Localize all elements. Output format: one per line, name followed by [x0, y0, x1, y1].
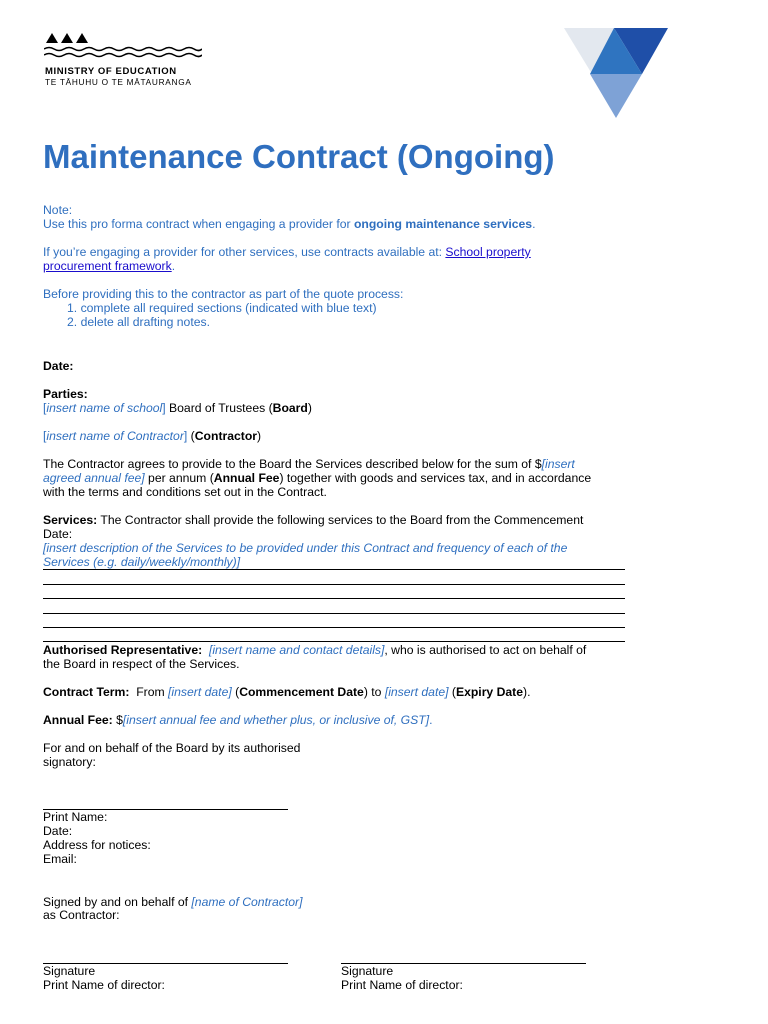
director1-signature-label: Signature [43, 964, 96, 978]
note-step-2: 2. delete all drafting notes. [67, 315, 210, 329]
school-placeholder: insert name of school [46, 401, 163, 415]
contractor-sign-line2: as Contractor: [43, 908, 120, 922]
wave-lines-icon [44, 46, 202, 60]
board-date: Date: [43, 824, 73, 838]
authorised-line2: the Board in respect of the Services. [43, 657, 240, 671]
board-sign-line1: For and on behalf of the Board by its authorised [43, 741, 301, 755]
board-address: Address for notices: [43, 838, 151, 852]
services-rule [43, 613, 625, 614]
agreement-line2: agreed annual fee] per annum (Annual Fee) together with goods and services tax, and in accordance [43, 471, 592, 485]
page-title: Maintenance Contract (Ongoing) [43, 138, 555, 175]
services-rule [43, 598, 625, 599]
logo-subtitle: TE TĀHUHU O TE MĀTAURANGA [45, 77, 192, 87]
services-placeholder-1: [insert description of the Services to be provided under this Contract and frequency of each of the [43, 541, 568, 555]
party-contractor: [insert name of Contractor] (Contractor) [43, 429, 262, 443]
note-line2b: procurement framework. [43, 259, 176, 273]
services-rule [43, 627, 625, 628]
director2-signature-label: Signature [341, 964, 394, 978]
contractor-placeholder: insert name of Contractor [46, 429, 184, 443]
brand-triangle-logo [564, 28, 668, 118]
note-step-1: 1. complete all required sections (indicated with blue text) [67, 301, 377, 315]
procurement-link-cont[interactable]: procurement framework [43, 259, 172, 273]
director2-print-name: Print Name of director: [341, 978, 463, 992]
board-sign-line2: signatory: [43, 755, 96, 769]
agreement-line3: with the terms and conditions set out in the Contract. [43, 485, 327, 499]
procurement-link[interactable]: School property [445, 245, 531, 259]
note-line1: Use this pro forma contract when engaging a provider for ongoing maintenance services. [43, 217, 536, 231]
services-placeholder-2: Services (e.g. daily/weekly/monthly)] [43, 555, 241, 569]
parties-label: Parties: [43, 387, 88, 401]
agreement-line1: The Contractor agrees to provide to the Board the Services described below for the sum of $[insert [43, 457, 575, 471]
board-print-name: Print Name: [43, 810, 108, 824]
services-line1: Services: The Contractor shall provide the following services to the Board from the Commencement [43, 513, 584, 527]
authorised-line1: Authorised Representative: [insert name and contact details], who is authorised to act on behalf of [43, 643, 587, 657]
party-school: [insert name of school] Board of Trustees (Board) [43, 401, 312, 415]
mountain-icon [46, 33, 58, 43]
mountain-icon [61, 33, 73, 43]
board-email: Email: [43, 852, 77, 866]
note-line3: Before providing this to the contractor as part of the quote process: [43, 287, 404, 301]
contractor-sign-line1: Signed by and on behalf of [name of Contractor] [43, 895, 303, 909]
mountain-icon [76, 33, 88, 43]
contract-term: Contract Term: From [insert date] (Commencement Date) to [insert date] (Expiry Date). [43, 685, 531, 699]
ministry-logo [44, 30, 214, 90]
note-emphasis: ongoing maintenance services [353, 217, 533, 231]
date-label: Date: [43, 359, 74, 373]
note-label: Note: [43, 203, 73, 217]
annual-fee: Annual Fee: $[insert annual fee and whether plus, or inclusive of, GST]. [43, 713, 433, 727]
logo-title: MINISTRY OF EDUCATION [45, 66, 177, 77]
services-rule [43, 641, 625, 642]
services-rule [43, 584, 625, 585]
services-rule [43, 569, 625, 570]
director1-print-name: Print Name of director: [43, 978, 165, 992]
services-line2: Date: [43, 527, 73, 541]
note-line2: If you’re engaging a provider for other services, use contracts available at: School property [43, 245, 531, 259]
